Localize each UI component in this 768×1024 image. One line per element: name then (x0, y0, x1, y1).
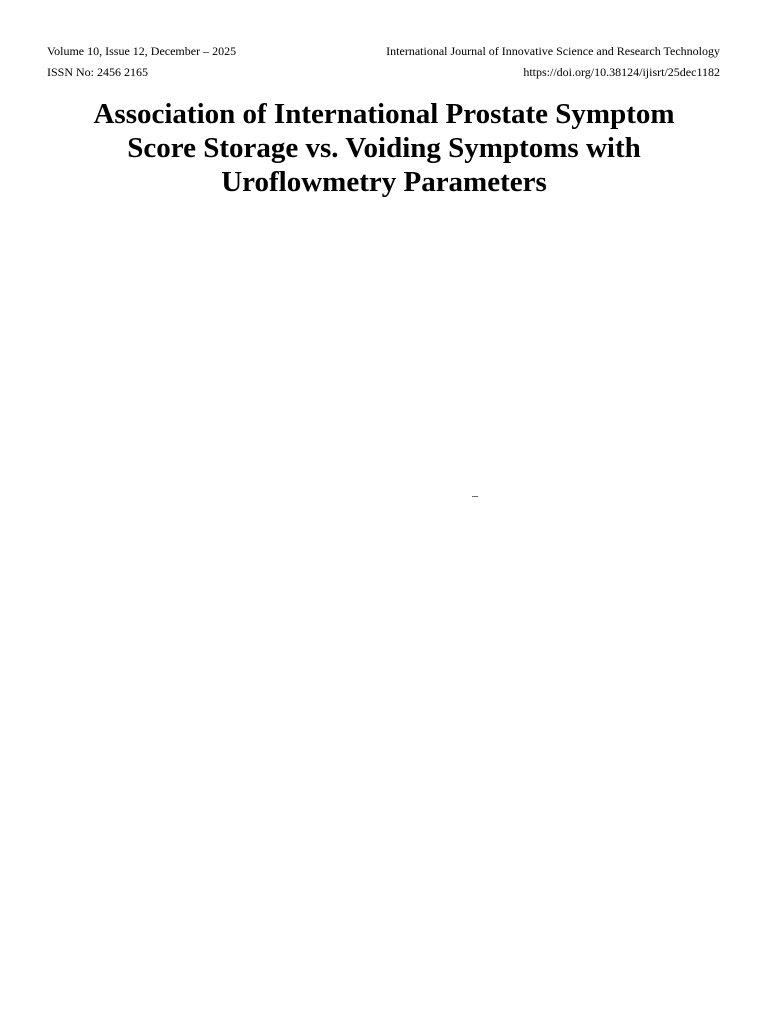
title-line-3: Uroflowmetry Parameters (221, 166, 547, 198)
journal-name-text: International Journal of Innovative Science and Research Technology (386, 44, 720, 58)
paper-title (60, 97, 708, 199)
title-line-1: Association of International Prostate Symptom (93, 98, 675, 130)
stray-dash-mark: – (472, 488, 478, 502)
volume-issue-text: Volume 10, Issue 12, December – 2025 (47, 44, 237, 58)
running-header-second (47, 65, 720, 79)
issn-text: ISSN No: 2456 2165 (47, 65, 149, 79)
running-header-top (47, 44, 720, 58)
title-line-2: Score Storage vs. Voiding Symptoms with (127, 132, 641, 164)
doi-link[interactable]: https://doi.org/10.38124/ijisrt/25dec1182 (523, 65, 720, 79)
